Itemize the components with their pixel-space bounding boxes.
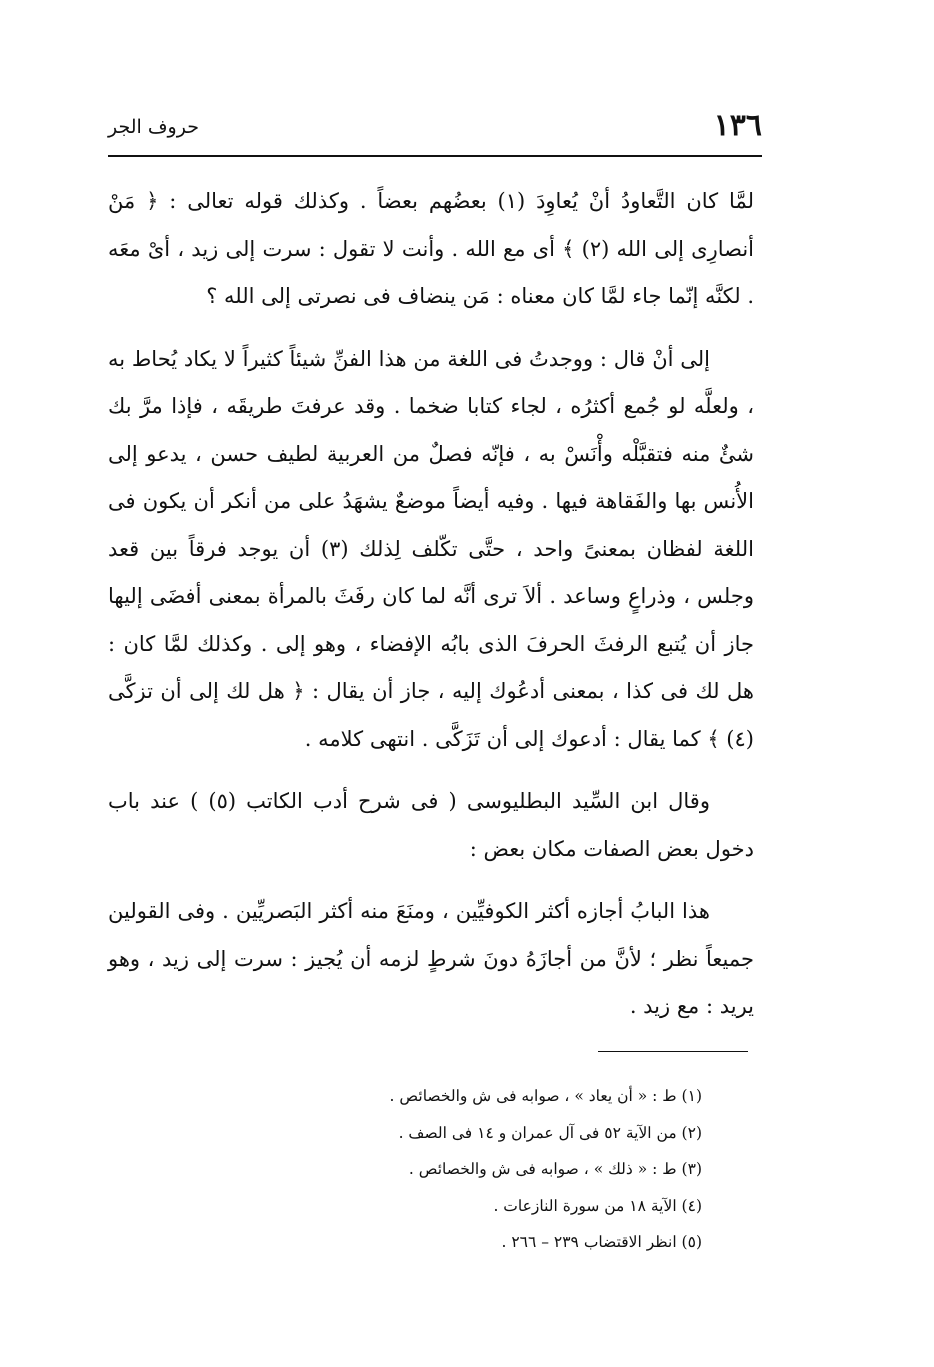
running-title: حروف الجر (108, 116, 199, 138)
paragraph: هذا البابُ أجازه أكثر الكوفيِّين ، ومنَعَ منه أكثر البَصريِّين . وفى القولين جميعاً نظر ؛ لأنَّ من أجازَهُ دونَ شرطٍ لزمه أن يُجيز : سرت إلى زيد ، وهو يريد : مع زيد . (108, 899, 754, 1018)
page-header (108, 108, 762, 152)
footnote: (٢) من الآية ٥٢ فى آل عمران و ١٤ فى الصف . (398, 1123, 702, 1142)
page-number: ١٣٦ (713, 108, 762, 143)
body-text (108, 178, 754, 1046)
footnote: (٤) الآية ١٨ من سورة النازعات . (493, 1196, 702, 1215)
footnote: (٥) انظر الاقتضاب ٢٣٩ – ٢٦٦ . (501, 1233, 702, 1251)
paragraph: لمَّا كان التَّعاودُ أنْ يُعاوِدَ (١) بعضُهم بعضاً . وكذلك قوله تعالى : ﴿ مَنْ أنصارِى إلى الله (٢) ﴾ أى مع الله . وأنت لا تقول : سرت إلى زيد ، أىْ معَه . لكنَّه إنّما جاء لمَّا كان معناه : مَن ينضاف فى نصرتى إلى الله ؟ (108, 189, 754, 308)
footnote: (٣) ط : « ذلك » ، صوابه فى ش والخصائص . (408, 1160, 702, 1178)
paragraph: إلى أنْ قال : ووجدتُ فى اللغة من هذا الفنِّ شيئاً كثيراً لا يكاد يُحاط به ، ولعلَّه لو جُمع أكثرُه ، لجاء كتابا ضخما . وقد عرفتَ طريقَه ، فإذا مرَّ بك شئٌ منه فتقبَّلْه وأْنَسْ به ، فإنّه فصلٌ من العربية لطيف حسن ، يدعو إلى الأُنس بها والفَقاهة فيها . وفيه أيضاً موضعٌ يشهَدُ على من أنكر أن يكون فى اللغة لفظان بمعنىً واحد ، حتَّى تكّلف لِذلك (٣) أن يوجد فرقاً بين قعد وجلس ، وذراعٍ وساعد . ألاَ ترى أنَّه لما كان رفَثَ بالمرأة بمعنى أفضَى إليها جاز أن يُتبع الرفثَ الحرفَ الذى بابُه الإفضاء ، وهو إلى . وكذلك لمَّا كان : هل لك فى كذا ، بمعنى أدعُوك إليه ، جاز أن يقال : ﴿ هل لك إلى أن تزكَّى (٤) ﴾ كما يقال : أدعوك إلى أن تَزَكَّى . انتهى كلامه . (108, 346, 754, 751)
footnotes (182, 1078, 702, 1261)
paragraph: وقال ابن السِّيد البطليوسى ( فى شرح أدب الكاتب (٥) ) عند باب دخول بعض الصفات مكان بعض : (108, 789, 754, 861)
footnote: (١) ط : « أن يعاد » ، صوابه فى ش والخصائص . (389, 1087, 702, 1105)
header-rule (108, 155, 762, 157)
footnote-rule (598, 1051, 748, 1052)
